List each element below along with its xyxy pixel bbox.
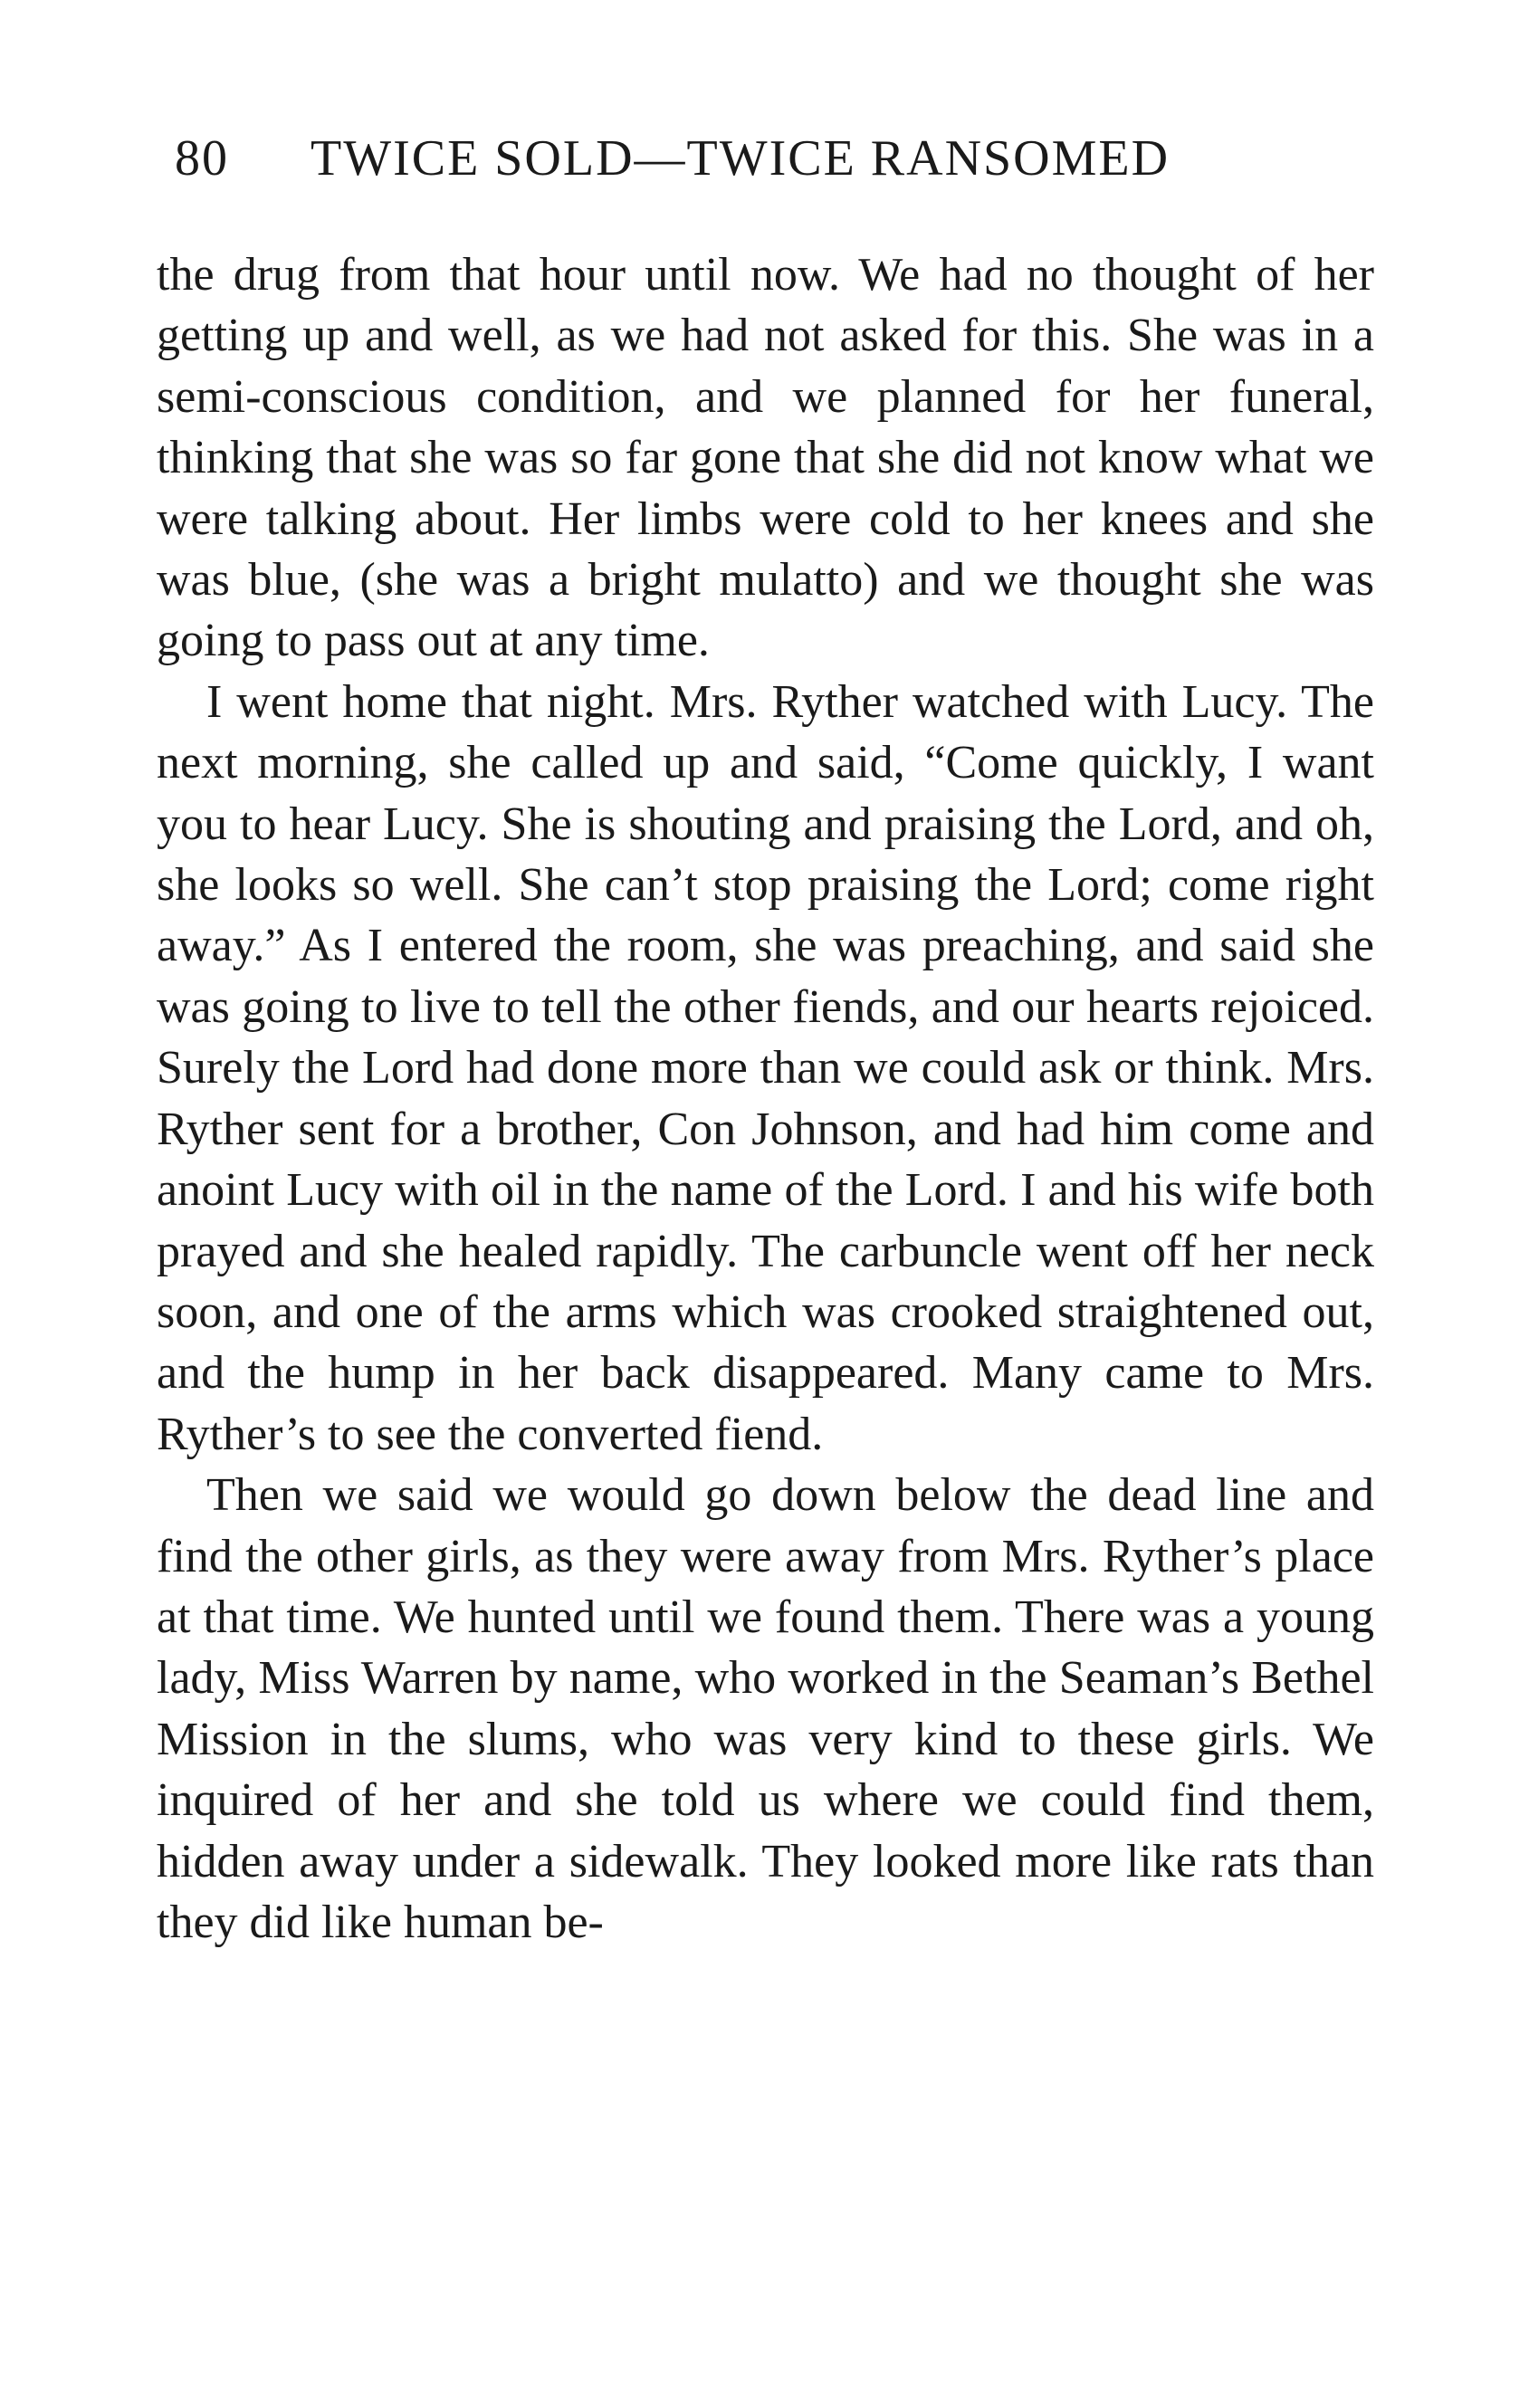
body-text: [157, 244, 1374, 1953]
paragraph-continued: the drug from that hour until now. We had no thought of her getting up and well, as we had not asked for this. She was in a semi-conscious condition, and we planned for her funeral, thinking that she was so far gone that she did not know what we were talking about. Her limbs were cold to her knees and she was blue, (she was a bright mulatto) and we thought she was going to pass out at any time.: [157, 249, 1374, 667]
paragraph: I went home that night. Mrs. Ryther watched with Lucy. The next morning, she called up and said, “Come quickly, I want you to hear Lucy. She is shouting and praising the Lord, and oh, she looks so well. She can’t stop praising the Lord; come right away.” As I entered the room, she was preaching, and said she was going to live to tell the other fiends, and our hearts rejoiced. Surely the Lord had done more than we could ask or think. Mrs. Ryther sent for a brother, Con Johnson, and had him come and anoint Lucy with oil in the name of the Lord. I and his wife both prayed and she healed rapidly. The carbuncle went off her neck soon, and one of the arms which was crooked straightened out, and the hump in her back disappeared. Many came to Mrs. Ryther’s to see the converted fiend.: [157, 675, 1374, 1460]
running-title: TWICE SOLD—TWICE RANSOMED: [311, 130, 1171, 186]
page-number: 80: [175, 130, 229, 186]
running-header: [175, 127, 1388, 190]
paragraph: Then we said we would go down below the dead line and find the other girls, as they were away from Mrs. Ryther’s place at that time. We hunted until we found them. There was a young lady, Miss Warren by name, who worked in the Seaman’s Bethel Mission in the slums, who was very kind to these girls. We inquired of her and she told us where we could find them, hidden away under a sidewalk. They looked more like rats than they did like human be-: [157, 1469, 1374, 1948]
